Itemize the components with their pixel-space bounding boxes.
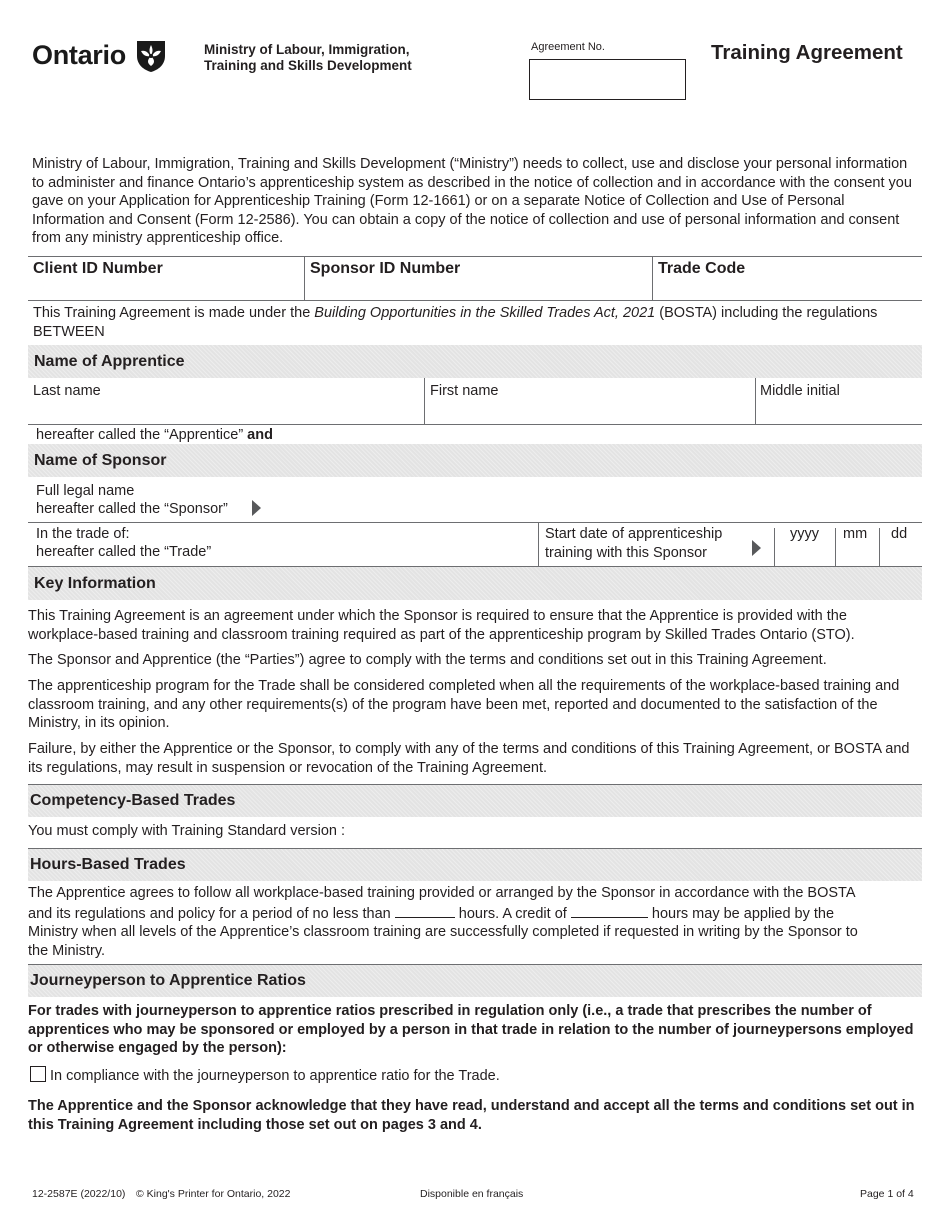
agreement-no-field[interactable] [529,59,686,100]
middle-initial-label: Middle initial [760,383,840,399]
acknowledgement-text: The Apprentice and the Sponsor acknowledge that they have read, understand and accept all the terms and conditions set out in this Training Agreement including those set out on pages 3 and 4. [28,1098,915,1133]
trade-code-label: Trade Code [658,260,746,277]
hours-line-2 [28,903,923,924]
apprentice-hereafter-and: and [247,427,273,443]
hours-line-2c: hours may be applied by the [651,905,835,922]
hours-heading: Hours-Based Trades [30,856,186,873]
ministry-line-2: Training and Skills Development [204,58,412,73]
logo-wordmark: Ontario [32,39,126,70]
bosta-act-name: Building Opportunities in the Skilled Trades Act, 2021 [314,305,656,321]
key-info-p1: This Training Agreement is an agreement under which the Sponsor is required to ensure that the Apprentice is provided with the workplace-based training and classroom training required as part of the apprenticeship program by Skilled Trades Ontario (STO). [28,608,855,643]
ministry-line-1: Ministry of Labour, Immigration, [204,42,410,57]
ratio-compliance-label: In compliance with the journeyperson to apprentice ratio for the Trade. [50,1068,500,1084]
hours-line-4: the Ministry. [28,942,106,959]
sponsor-section-header [28,444,922,477]
ratio-compliance-checkbox[interactable] [30,1066,46,1082]
apprentice-hereafter-text: hereafter called the “Apprentice” [36,427,248,443]
ratios-heading: Journeyperson to Apprentice Ratios [30,972,306,989]
bosta-prefix: This Training Agreement is made under the [33,305,315,321]
key-info-section-header [28,567,922,600]
ratios-bold-text: For trades with journeyperson to apprentice ratios prescribed in regulation only (i.e., a trade that prescribes the number of apprentices who may be sponsored or employed by a person in that trade in relation to the number of journeypersons employed or otherwise engaged by the person): [28,1003,914,1057]
apprentice-hereafter [36,426,273,445]
page-number: Page 1 of 4 [860,1188,914,1200]
ministry-name [204,42,412,74]
last-name-input[interactable] [28,402,423,422]
key-info-p3: The apprenticeship program for the Trade shall be considered completed when all the requirements of the workplace-based training and classroom training, and any other requirements(s) of the program have been met, reported and documented to the satisfaction of the Ministry, in its opinion. [28,678,900,732]
french-availability: Disponible en français [420,1188,524,1200]
ratios-section-header [28,965,922,997]
dd-label: dd [891,526,908,542]
training-standard-input[interactable] [370,822,918,842]
copyright: © King's Printer for Ontario, 2022 [136,1188,291,1200]
key-info-heading: Key Information [34,574,156,592]
hours-line-1: The Apprentice agrees to follow all workplace-based training provided or arranged by the Sponsor in accordance with the BOSTA [28,885,856,901]
first-name-label: First name [430,383,499,399]
competency-text: You must comply with Training Standard version : [28,823,346,839]
start-date-label-1: Start date of apprenticeship [545,526,723,542]
start-year-input[interactable] [775,545,834,565]
trade-code-input[interactable] [653,280,921,300]
start-date-label-2: training with this Sponsor [545,545,707,561]
hours-line-2b: hours. A credit of [458,905,567,922]
sponsor-hereafter: hereafter called the “Sponsor” [36,501,228,517]
client-id-input[interactable] [28,280,304,300]
competency-section-header [28,785,922,817]
legal-name-label: Full legal name [36,483,135,499]
sponsor-id-label: Sponsor ID Number [310,260,461,277]
apprentice-heading: Name of Apprentice [34,352,185,370]
trade-label: In the trade of: [36,526,130,542]
trillium-icon [132,36,170,74]
hours-paragraph [28,884,923,960]
sponsor-id-input[interactable] [305,280,651,300]
hours-line-3: Ministry when all levels of the Apprentice’s classroom training are successfully completed if requested in writing by the Sponsor to [28,924,858,941]
mm-label: mm [843,526,868,542]
apprentice-section-header [28,345,922,378]
start-day-input[interactable] [880,545,921,565]
form-title: Training Agreement [711,41,903,64]
arrow-right-icon [752,540,761,556]
credit-hours-blank[interactable] [571,903,648,918]
competency-heading: Competency-Based Trades [30,792,236,809]
agreement-no-label: Agreement No. [531,41,605,53]
legal-name-input[interactable] [268,480,920,520]
yyyy-label: yyyy [790,526,819,542]
bosta-suffix: (BOSTA) including the regulations BETWEEN [33,305,878,340]
key-info-p2: The Sponsor and Apprentice (the “Parties”) agree to comply with the terms and conditions set out in this Training Agreement. [28,652,827,668]
middle-initial-input[interactable] [756,402,921,422]
client-id-label: Client ID Number [33,260,163,277]
start-month-input[interactable] [836,545,878,565]
hours-section-header [28,849,922,881]
ontario-logo [32,36,170,74]
trade-hereafter: hereafter called the “Trade” [36,544,212,560]
bosta-statement [33,304,913,341]
min-hours-blank[interactable] [395,903,455,918]
first-name-input[interactable] [425,402,754,422]
key-info-p4: Failure, by either the Apprentice or the Sponsor, to comply with any of the terms and conditions of this Training Agreement, or BOSTA and its regulations, may result in suspension or revocation of the Training Agreement. [28,741,910,776]
last-name-label: Last name [33,383,101,399]
form-number: 12-2587E (2022/10) [32,1188,126,1200]
trade-input[interactable] [230,524,535,564]
sponsor-heading: Name of Sponsor [34,451,167,469]
intro-paragraph: Ministry of Labour, Immigration, Training and Skills Development (“Ministry”) needs to collect, use and disclose your personal information to administer and finance Ontario’s apprenticeship system as described in the notice of collection and in accordance with the consent you gave on your Application for Apprenticeship Training (Form 12-1661) or on a separate Notice of Collection and Use of Personal Information and Consent (Form 12-2586). You can obtain a copy of the notice of collection and use of personal information and consent from any ministry apprenticeship office. [32,156,912,247]
arrow-right-icon [252,500,261,516]
hours-line-2a: and its regulations and policy for a period of no less than [28,905,391,922]
